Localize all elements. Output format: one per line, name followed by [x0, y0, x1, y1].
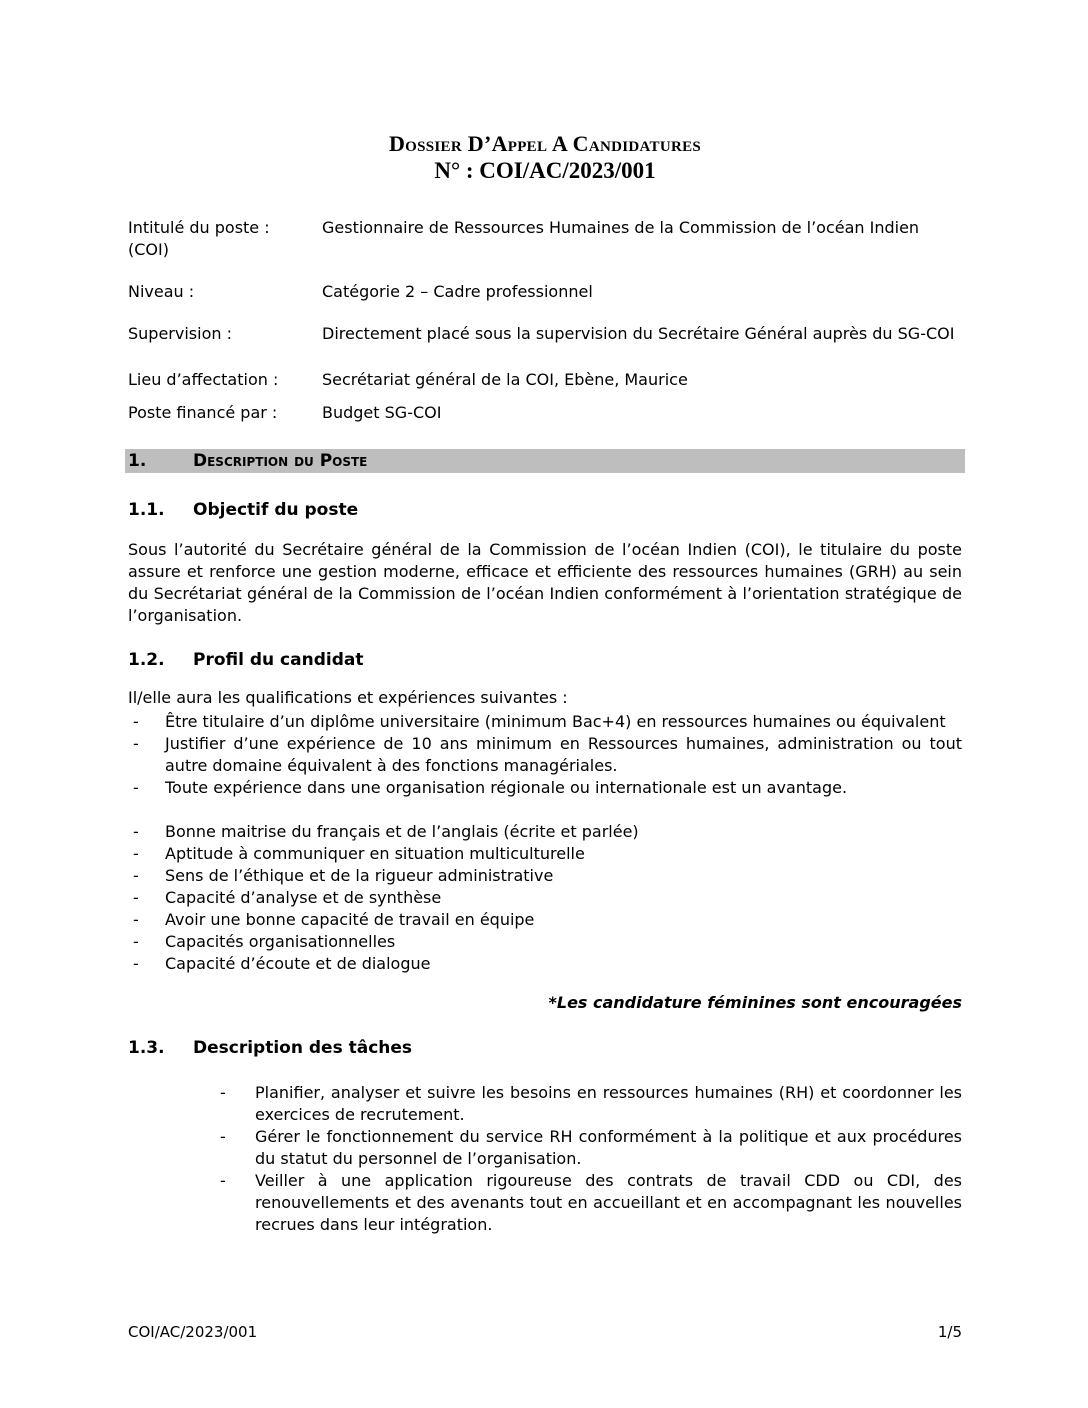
- female-candidates-note: *Les candidature féminines sont encouragées: [548, 993, 962, 1012]
- document-number: N° : COI/AC/2023/001: [434, 158, 656, 183]
- field-label: Niveau :: [128, 282, 195, 301]
- field-value: Gestionnaire de Ressources Humaines de la Commission de l’océan Indien (COI): [128, 218, 920, 259]
- field-row-niveau: [128, 281, 962, 303]
- profil-intro: Il/elle aura les qualifications et expériences suivantes :: [128, 688, 568, 707]
- subsection-number: 1.1.: [128, 500, 165, 520]
- subsection-title: Profil du candidat: [193, 650, 364, 670]
- section-header-bar: [125, 449, 965, 473]
- subsection-heading-1-1: [128, 499, 962, 521]
- list-item: - Toute expérience dans une organisation régionale ou internationale est un avantage.: [128, 777, 962, 799]
- subsection-number: 1.3.: [128, 1038, 165, 1058]
- competences-list: [128, 821, 962, 975]
- list-item: - Justifier d’une expérience de 10 ans minimum en Ressources humaines, administration ou tout autre domaine équivalent à des fonctions managériales.: [128, 733, 962, 777]
- field-row-lieu-affectation: [128, 369, 962, 391]
- subsection-heading-1-2: [128, 649, 962, 671]
- list-item: - Aptitude à communiquer en situation multiculturelle: [128, 843, 962, 865]
- subsection-title: Objectif du poste: [193, 500, 359, 520]
- subsection-title: Description des tâches: [193, 1038, 413, 1058]
- field-value: Budget SG-COI: [322, 403, 442, 422]
- list-item: - Être titulaire d’un diplôme universitaire (minimum Bac+4) en ressources humaines ou équivalent: [128, 711, 962, 733]
- list-item: - Gérer le fonctionnement du service RH conformément à la politique et aux procédures du statut du personnel de l’organisation.: [128, 1126, 962, 1170]
- list-item: - Veiller à une application rigoureuse des contrats de travail CDD ou CDI, des renouvellements et des avenants tout en accueillant et en accompagnant les nouvelles recrues dans leur intégration.: [128, 1170, 962, 1236]
- field-value: Secrétariat général de la COI, Ebène, Maurice: [322, 370, 688, 389]
- subsection-heading-1-3: [128, 1037, 962, 1059]
- section-title: Description du Poste: [193, 451, 368, 471]
- qualifications-list: [128, 711, 962, 799]
- field-row-supervision: [128, 323, 962, 345]
- page-footer: [128, 1322, 962, 1342]
- list-item: - Capacité d’analyse et de synthèse: [128, 887, 962, 909]
- field-label: Lieu d’affectation :: [128, 370, 279, 389]
- list-item: - Avoir une bonne capacité de travail en équipe: [128, 909, 962, 931]
- footer-reference: COI/AC/2023/001: [128, 1323, 258, 1341]
- list-item: - Capacités organisationnelles: [128, 931, 962, 953]
- list-item: - Bonne maitrise du français et de l’anglais (écrite et parlée): [128, 821, 962, 843]
- list-item: - Capacité d’écoute et de dialogue: [128, 953, 962, 975]
- header-fields: [128, 217, 962, 424]
- section-number: 1.: [128, 451, 147, 471]
- footer-page-number: 1/5: [937, 1323, 962, 1341]
- field-row-intitule: [128, 217, 962, 261]
- field-value: Directement placé sous la supervision du Secrétaire Général auprès du SG-COI: [322, 324, 955, 343]
- subsection-number: 1.2.: [128, 650, 165, 670]
- field-label: Intitulé du poste :: [128, 218, 270, 237]
- field-row-poste-finance: [128, 402, 962, 424]
- tasks-list: [128, 1082, 962, 1236]
- list-item: - Planifier, analyser et suivre les besoins en ressources humaines (RH) et coordonner les exercices de recrutement.: [128, 1082, 962, 1126]
- list-item: - Sens de l’éthique et de la rigueur administrative: [128, 865, 962, 887]
- field-label: Supervision :: [128, 324, 232, 343]
- field-label: Poste financé par :: [128, 403, 278, 422]
- field-value: Catégorie 2 – Cadre professionnel: [322, 282, 593, 301]
- document-title: Dossier D’Appel A Candidatures: [388, 131, 702, 156]
- objectif-paragraph: Sous l’autorité du Secrétaire général de la Commission de l’océan Indien (COI), le titulaire du poste assure et renforce une gestion moderne, efficace et efficiente des ressources humaines (GRH) au sein du Secrétariat général de la Commission de l’océan Indien conformément à l’orientation stratégique de l’organisation.: [128, 540, 962, 625]
